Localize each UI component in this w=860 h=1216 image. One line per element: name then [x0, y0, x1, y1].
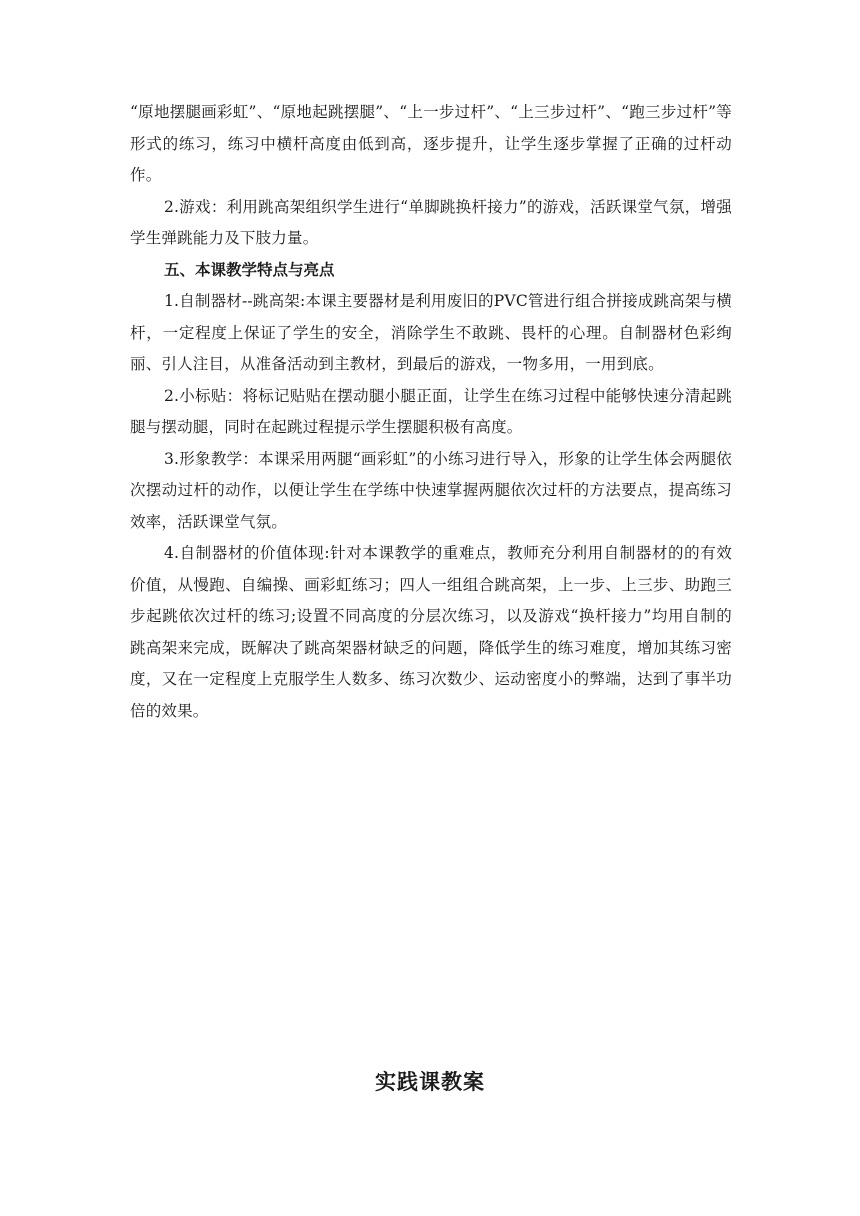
paragraph-equipment-value: 4.自制器材的价值体现:针对本课教学的重难点，教师充分利用自制器材的的有效价值，从慢跑、自编操、画彩虹练习；四人一组组合跳高架，上一步、上三步、助跑三步起跳依次过杆的练习;设置不同高度的分层次练习，以及游戏“换杆接力”均用自制的跳高架来完成，既解决了跳高架器材缺乏的问题，降低学生的练习难度，增加其练习密度，又在一定程度上克服学生人数多、练习次数少、运动密度小的弊端，达到了事半功倍的效果。	[130, 544, 732, 720]
paragraph-continued-practice: “原地摆腿画彩虹”、“原地起跳摆腿”、“上一步过杆”、“上三步过杆”、“跑三步过杆”等形式的练习，练习中横杆高度由低到高，逐步提升，让学生逐步掌握了正确的过杆动作。	[130, 103, 732, 184]
paragraph-game: 2.游戏：利用跳高架组织学生进行“单脚跳换杆接力”的游戏，活跃课堂气氛，增强学生弹跳能力及下肢力量。	[130, 197, 732, 247]
paragraph-vivid-teaching: 3.形象教学：本课采用两腿“画彩虹”的小练习进行导入，形象的让学生体会两腿依次摆动过杆的动作，以便让学生在学练中快速掌握两腿依次过杆的方法要点，提高练习效率，活跃课堂气氛。	[130, 449, 732, 531]
paragraph-self-made-equipment: 1.自制器材--跳高架:本课主要器材是利用废旧的PVC管进行组合拼接成跳高架与横杆，一定程度上保证了学生的安全，消除学生不敢跳、畏杆的心理。自制器材色彩绚丽、引人注目，从准备活动到主教材，到最后的游戏，一物多用，一用到底。	[130, 292, 732, 373]
document-body	[130, 97, 732, 727]
section-heading-features: 五、本课教学特点与亮点	[164, 260, 335, 279]
paragraph-small-stickers: 2.小标贴：将标记贴贴在摆动腿小腿正面，让学生在练习过程中能够快速分清起跳腿与摆动腿，同时在起跳过程提示学生摆腿积极有高度。	[130, 386, 732, 436]
section-title-practice-lesson-plan: 实践课教案	[375, 1070, 485, 1094]
